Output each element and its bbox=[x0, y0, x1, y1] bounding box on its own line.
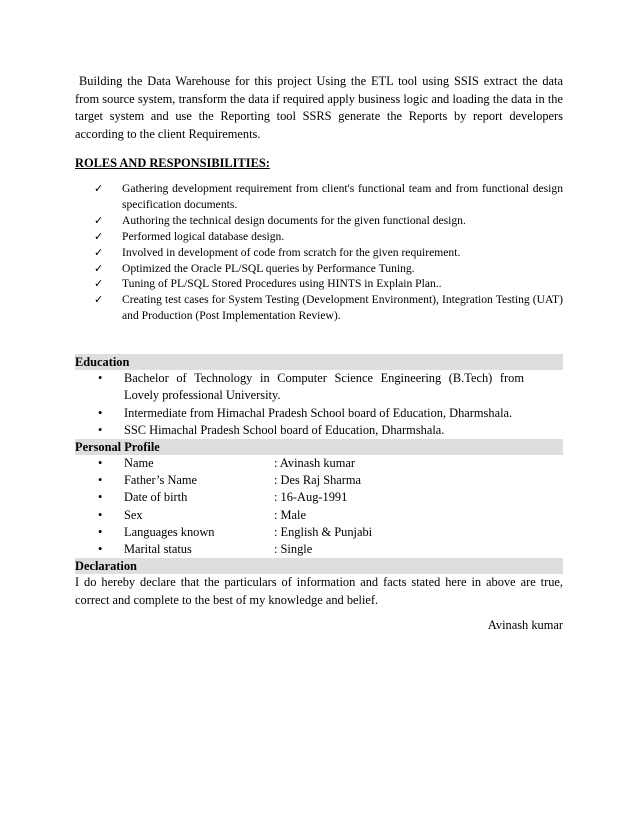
check-mark-icon: ✓ bbox=[94, 229, 104, 243]
list-item: • Bachelor of Technology in Computer Science Engineering (B.Tech) from Lovely professional University. bbox=[98, 371, 524, 403]
profile-value: : Male bbox=[274, 507, 306, 522]
profile-value: : Des Raj Sharma bbox=[274, 473, 362, 488]
profile-row bbox=[98, 455, 563, 472]
check-mark-icon: ✓ bbox=[94, 181, 104, 195]
profile-value: : 16-Aug-1991 bbox=[274, 490, 348, 505]
list-item: ✓ Optimized the Oracle PL/SQL queries by Performance Tuning. bbox=[94, 261, 415, 275]
list-item: ✓ Involved in development of code from scratch for the given requirement. bbox=[94, 245, 461, 259]
profile-row bbox=[98, 507, 563, 524]
personal-profile-list bbox=[75, 455, 563, 558]
bullet-icon: • bbox=[98, 473, 103, 488]
declaration-text: I do hereby declare that the particulars of information and facts stated here in above are true, correct and complete to the best of my knowledge and belief. bbox=[75, 575, 563, 607]
profile-label: Name bbox=[124, 455, 154, 470]
personal-profile-heading: Personal Profile bbox=[75, 439, 563, 455]
list-item: • SSC Himachal Pradesh School board of Education, Dharmshala. bbox=[111, 422, 563, 439]
education-heading: Education bbox=[75, 354, 563, 370]
bullet-icon: • bbox=[98, 455, 103, 470]
check-mark-icon: ✓ bbox=[94, 261, 104, 275]
bullet-icon: • bbox=[98, 524, 103, 539]
education-list bbox=[75, 370, 563, 439]
bullet-icon: • bbox=[98, 490, 103, 505]
bullet-icon: • bbox=[98, 371, 103, 386]
profile-value: : Single bbox=[274, 541, 313, 556]
profile-label: Father’s Name bbox=[124, 473, 198, 488]
profile-label: Sex bbox=[124, 507, 143, 522]
roles-list bbox=[75, 181, 563, 324]
check-mark-icon: ✓ bbox=[94, 213, 104, 227]
profile-row bbox=[98, 472, 563, 489]
list-item: ✓ Gathering development requirement from client's functional team and from functional design specification documents. bbox=[94, 181, 563, 211]
declaration-heading: Declaration bbox=[75, 558, 563, 574]
check-mark-icon: ✓ bbox=[94, 245, 104, 259]
profile-row bbox=[98, 489, 563, 506]
profile-value: : Avinash kumar bbox=[274, 455, 355, 470]
profile-row bbox=[98, 541, 563, 558]
signature-name: Avinash kumar bbox=[487, 618, 563, 633]
project-description: Building the Data Warehouse for this project Using the ETL tool using SSIS extract the data from source system, transform the data if required apply business logic and loading the data in the target system and use the Reporting tool SSRS generate the Reports by report developers according to the client Requirements. bbox=[75, 74, 563, 141]
list-item: ✓ Performed logical database design. bbox=[94, 229, 285, 243]
bullet-icon: • bbox=[98, 541, 103, 556]
roles-heading: ROLES AND RESPONSIBILITIES: bbox=[75, 156, 270, 171]
profile-label: Languages known bbox=[124, 524, 215, 539]
profile-value: : English & Punjabi bbox=[274, 524, 373, 539]
check-mark-icon: ✓ bbox=[94, 277, 104, 291]
list-item: ✓ Authoring the technical design documents for the given functional design. bbox=[94, 213, 466, 227]
check-mark-icon: ✓ bbox=[94, 293, 104, 307]
list-item: • Intermediate from Himachal Pradesh School board of Education, Dharmshala. bbox=[111, 405, 563, 422]
bullet-icon: • bbox=[98, 405, 103, 420]
list-item: ✓ Tuning of PL/SQL Stored Procedures using HINTS in Explain Plan.. bbox=[94, 277, 442, 291]
list-item: ✓ Creating test cases for System Testing (Development Environment), Integration Testing (UAT) and Production (Post Implementation Review). bbox=[94, 293, 563, 323]
profile-row bbox=[98, 524, 563, 541]
profile-label: Marital status bbox=[124, 541, 192, 556]
bullet-icon: • bbox=[98, 422, 103, 437]
profile-label: Date of birth bbox=[124, 490, 188, 505]
bullet-icon: • bbox=[98, 507, 103, 522]
resume-page bbox=[75, 73, 563, 635]
